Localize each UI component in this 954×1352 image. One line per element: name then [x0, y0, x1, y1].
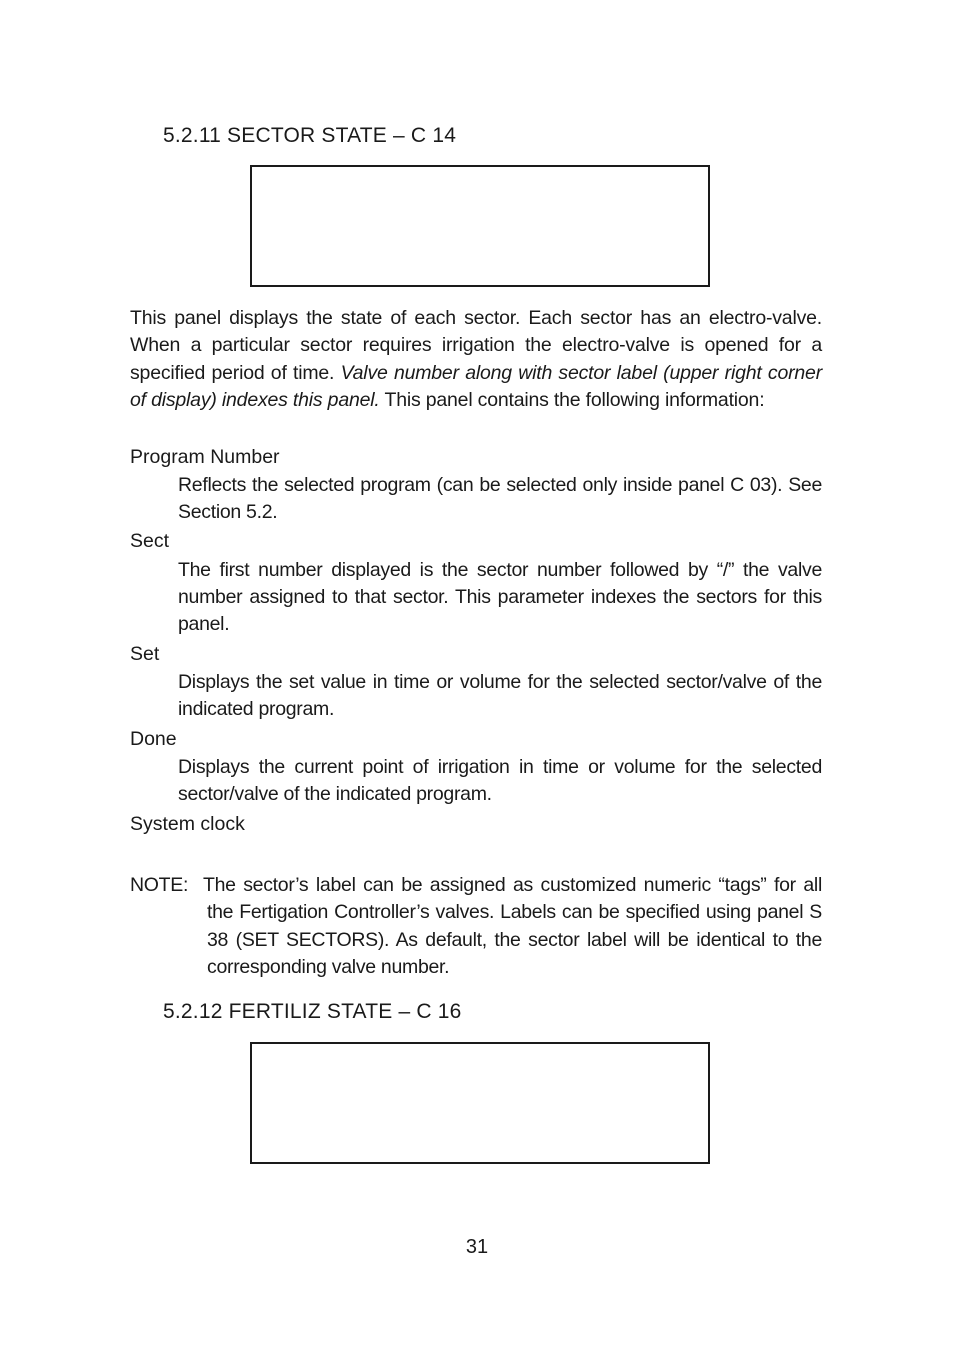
intro-paragraph — [130, 305, 822, 415]
definition-set: Displays the set value in time or volume for the selected sector/valve of the indicated program. — [178, 671, 822, 721]
note-text: The sector’s label can be assigned as customized numeric “tags” for all the Fertigation Controller’s valves. Labels can be specified using panel S 38 (SET SECTORS). As default, the sector label will be identical to the corresponding valve number. — [203, 874, 822, 979]
note-block — [130, 872, 822, 982]
intro-text-b: This panel contains the following information: — [379, 389, 765, 412]
display-panel-placeholder-2 — [250, 1042, 710, 1164]
term-done: Done — [130, 728, 177, 750]
page-number: 31 — [465, 1236, 489, 1258]
term-system-clock: System clock — [130, 813, 245, 835]
section-heading-fertiliz-state: 5.2.12 FERTILIZ STATE – C 16 — [163, 1000, 462, 1023]
definition-program-number: Reflects the selected program (can be selected only inside panel C 03). See Section 5.2. — [178, 474, 822, 524]
intro-text-a: This panel displays the state of each sector. Each sector has an electro-valve. When a particular sector requires irrigation the electro-valve is opened for a specified period of time. — [130, 307, 822, 384]
section-heading-sector-state: 5.2.11 SECTOR STATE – C 14 — [163, 124, 457, 147]
definition-done: Displays the current point of irrigation in time or volume for the selected sector/valve of the indicated program. — [178, 756, 822, 806]
term-program-number: Program Number — [130, 446, 280, 468]
term-set: Set — [130, 643, 160, 665]
note-label: NOTE: — [130, 874, 189, 896]
display-panel-placeholder — [250, 165, 710, 287]
definition-sect: The first number displayed is the sector number followed by “/” the valve number assigned to that sector. This parameter indexes the sectors for this panel. — [178, 559, 822, 636]
term-sect: Sect — [130, 530, 170, 552]
intro-text-italic: Valve number along with sector label (upper right corner of display) indexes this panel. — [130, 361, 822, 412]
